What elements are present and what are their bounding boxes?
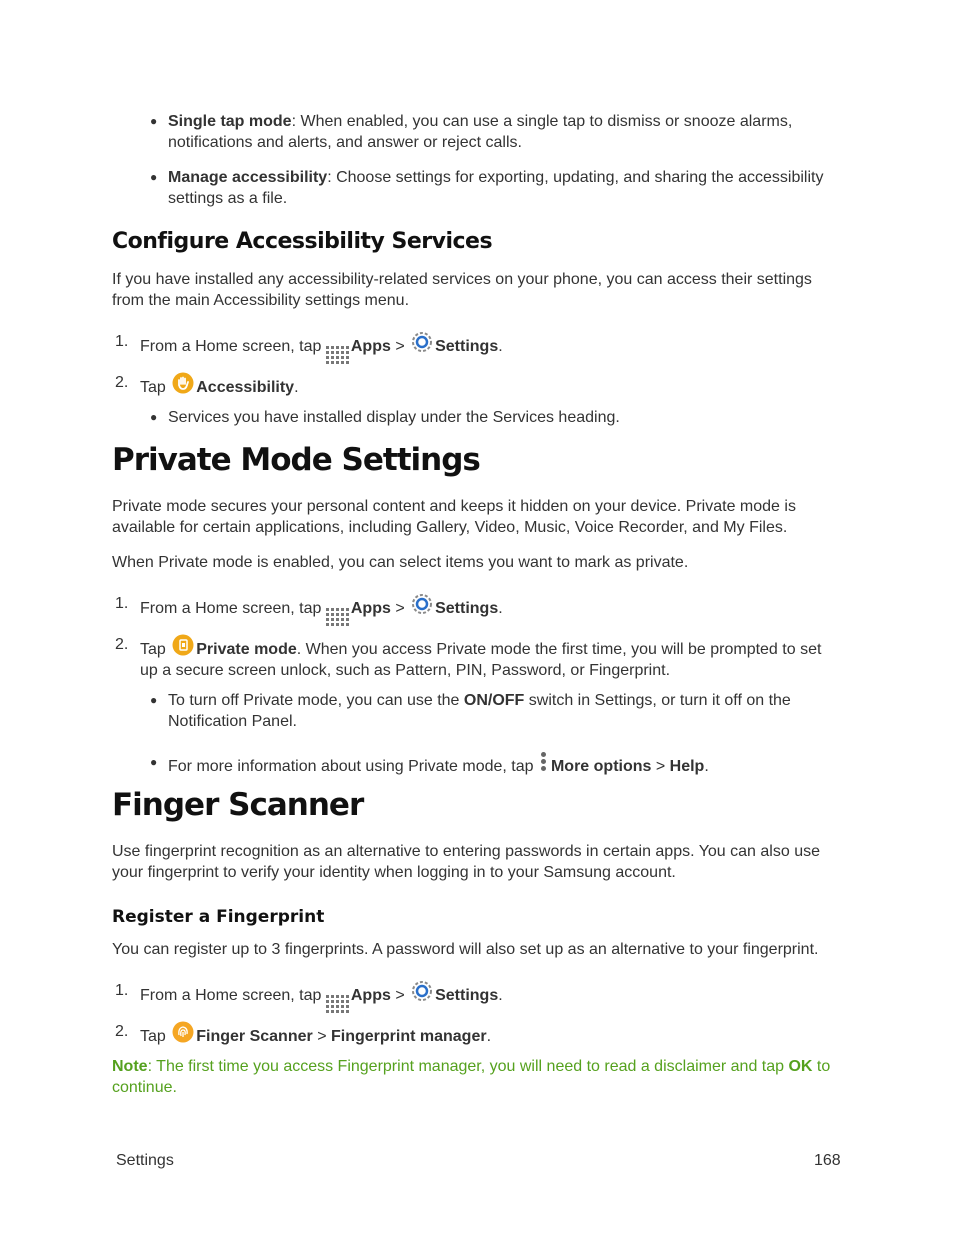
bullet-dot: ● <box>150 410 158 424</box>
register-paragraph: You can register up to 3 fingerprints. A password will also set up as an alternative to your fingerprint. <box>112 941 819 958</box>
step-number: 1. <box>115 982 129 999</box>
bullet-services <box>150 407 848 428</box>
step-number: 2. <box>115 374 129 391</box>
bullet-single-tap-mode <box>150 111 848 153</box>
step-text <box>140 331 842 364</box>
settings-gear-icon <box>411 331 433 353</box>
settings-label: Settings <box>435 987 499 1004</box>
period: . <box>294 379 299 396</box>
step-number: 1. <box>115 595 129 612</box>
bullet-dot: ● <box>150 170 158 184</box>
step-text <box>140 634 842 681</box>
apps-grid-icon <box>326 346 349 364</box>
note-label: Note <box>112 1058 148 1075</box>
more-options-icon <box>541 752 547 773</box>
step-text-pre: From a Home screen, tap <box>140 987 322 1004</box>
step-text <box>140 372 842 398</box>
step-text-rest: . When you access Private mode the first time, you will be prompted to set up a secure screen unlock, such as Pattern, PIN, Password, or Fingerprint. <box>140 641 822 679</box>
bullet-dot: ● <box>150 755 158 769</box>
settings-gear-icon <box>411 593 433 615</box>
step-text-pre: Tap <box>140 1028 166 1045</box>
step-number: 1. <box>115 333 129 350</box>
bullet-turn-off-private <box>150 690 848 732</box>
step-text <box>140 1021 842 1047</box>
separator: > <box>317 1028 327 1045</box>
note-text-rest: to continue. <box>112 1058 831 1096</box>
more-options-label: More options <box>550 758 652 775</box>
step-number: 2. <box>115 1023 129 1040</box>
term-manage-accessibility: Manage accessibility <box>168 169 328 186</box>
footer-page-number: 168 <box>814 1152 841 1169</box>
settings-label: Settings <box>435 600 499 617</box>
finger-scanner-label: Finger Scanner <box>196 1028 313 1045</box>
bullet-text-rest: switch in Settings, or turn it off on the Notification Panel. <box>168 692 791 730</box>
heading-private-mode-settings: Private Mode Settings <box>112 442 480 478</box>
step-text-pre: Tap <box>140 379 166 396</box>
bullet-text-pre: For more information about using Private mode, tap <box>168 758 534 775</box>
finger-paragraph: Use fingerprint recognition as an alternative to entering passwords in certain apps. You can also use your fingerprint to verify your identity when logging in to your Samsung account. <box>112 843 820 881</box>
heading-register-fingerprint: Register a Fingerprint <box>112 907 325 927</box>
help-label: Help <box>669 758 705 775</box>
separator: > <box>395 987 405 1004</box>
bullet-more-info <box>150 752 848 777</box>
fingerprint-manager-label: Fingerprint manager <box>330 1028 487 1045</box>
step-text-pre: Tap <box>140 641 166 658</box>
accessibility-hand-icon <box>172 372 194 394</box>
finger-scanner-icon <box>172 1021 194 1043</box>
configure-paragraph: If you have installed any accessibility-related services on your phone, you can access their settings from the main Accessibility settings menu. <box>112 271 812 309</box>
note-paragraph <box>112 1056 842 1098</box>
period: . <box>704 758 709 775</box>
apps-grid-icon <box>326 995 349 1013</box>
apps-label: Apps <box>350 338 391 355</box>
ok-label: OK <box>788 1058 813 1075</box>
period: . <box>486 1028 492 1045</box>
private-mode-label: Private mode <box>196 641 297 658</box>
period: . <box>498 600 503 617</box>
step-text <box>140 980 842 1013</box>
heading-finger-scanner: Finger Scanner <box>112 787 364 823</box>
private-paragraph-1: Private mode secures your personal content and keeps it hidden on your device. Private mode is available for certain applications, including Gallery, Video, Music, Voice Recorder, and My Files. <box>112 498 796 536</box>
step-text-pre: From a Home screen, tap <box>140 338 322 355</box>
step-text-pre: From a Home screen, tap <box>140 600 322 617</box>
separator: > <box>395 338 405 355</box>
step-text <box>140 593 842 626</box>
term-single-tap-mode: Single tap mode <box>168 113 292 130</box>
step-number: 2. <box>115 636 129 653</box>
bullet-text-pre: To turn off Private mode, you can use the <box>168 692 464 709</box>
note-text-pre: : The first time you access Fingerprint manager, you will need to read a disclaimer and tap <box>147 1058 789 1075</box>
bullet-dot: ● <box>150 114 158 128</box>
bullet-text: Services you have installed display under the Services heading. <box>168 409 620 426</box>
apps-grid-icon <box>326 608 349 626</box>
accessibility-label: Accessibility <box>196 379 295 396</box>
period: . <box>498 338 503 355</box>
settings-gear-icon <box>411 980 433 1002</box>
apps-label: Apps <box>350 987 391 1004</box>
bullet-dot: ● <box>150 693 158 707</box>
private-mode-icon <box>172 634 194 656</box>
on-off-label: ON/OFF <box>463 692 525 709</box>
footer-section-name: Settings <box>116 1152 174 1169</box>
separator: > <box>655 758 666 775</box>
heading-configure-accessibility: Configure Accessibility Services <box>112 229 493 254</box>
settings-label: Settings <box>435 338 499 355</box>
period: . <box>498 987 503 1004</box>
apps-label: Apps <box>350 600 391 617</box>
separator: > <box>395 600 405 617</box>
bullet-text: : Choose settings for exporting, updating, and sharing the accessibility settings as a file. <box>168 169 824 207</box>
bullet-manage-accessibility <box>150 167 848 209</box>
bullet-text: : When enabled, you can use a single tap to dismiss or snooze alarms, notifications and alerts, and answer or reject calls. <box>168 113 793 151</box>
private-paragraph-2: When Private mode is enabled, you can select items you want to mark as private. <box>112 554 689 571</box>
